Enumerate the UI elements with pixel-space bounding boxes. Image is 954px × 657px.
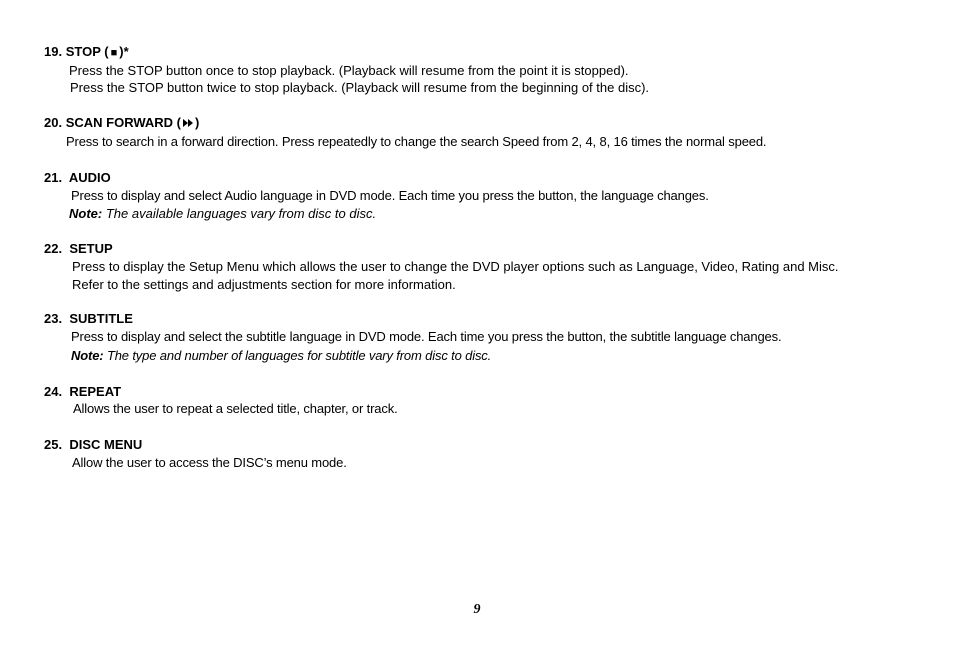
- section-21-note: [69, 206, 376, 221]
- section-21-line-1: Press to display and select Audio language in DVD mode. Each time you press the button, the language changes.: [71, 188, 709, 203]
- section-21-note-label: Note:: [69, 206, 103, 221]
- section-20-title-suffix: ): [195, 115, 200, 130]
- section-23-heading: [44, 311, 133, 326]
- section-21-note-text: The available languages vary from disc to disc.: [105, 206, 377, 221]
- section-22-title: SETUP: [69, 241, 113, 256]
- section-19-line-1: Press the STOP button once to stop playback. (Playback will resume from the point it is stopped).: [69, 63, 629, 78]
- section-24-title: REPEAT: [69, 384, 122, 399]
- section-23-number: 23.: [44, 311, 63, 326]
- section-23-title: SUBTITLE: [69, 311, 133, 326]
- section-21-title: AUDIO: [68, 170, 111, 185]
- section-24-heading: [44, 384, 121, 399]
- section-24-number: 24.: [44, 384, 63, 399]
- section-22-line-1: Press to display the Setup Menu which allows the user to change the DVD player options such as Language, Video, Rating and Misc.: [72, 259, 839, 274]
- section-23-note: [71, 348, 491, 363]
- section-22-heading: [44, 241, 113, 256]
- section-25-heading: [44, 437, 142, 452]
- fast-forward-icon: [182, 118, 194, 128]
- section-22-line-2: Refer to the settings and adjustments section for more information.: [72, 277, 456, 292]
- section-20-title: SCAN FORWARD (: [65, 115, 182, 130]
- section-21-heading: [44, 170, 111, 185]
- section-24-line-1: Allows the user to repeat a selected title, chapter, or track.: [73, 401, 398, 416]
- section-25-line-1: Allow the user to access the DISC’s menu mode.: [72, 455, 347, 470]
- section-19-heading: [44, 44, 129, 59]
- stop-square-icon: ■: [110, 47, 118, 59]
- page-number: 9: [473, 602, 481, 617]
- section-23-line-1: Press to display and select the subtitle language in DVD mode. Each time you press the button, the subtitle language changes.: [71, 329, 782, 344]
- section-23-note-label: Note:: [71, 348, 104, 363]
- section-22-number: 22.: [44, 241, 63, 256]
- section-20-line-1: Press to search in a forward direction. Press repeatedly to change the search Speed from 2, 4, 8, 16 times the normal speed.: [66, 134, 767, 149]
- section-20-heading: [44, 115, 199, 130]
- section-19-title: STOP (: [65, 44, 109, 59]
- section-25-number: 25.: [44, 437, 63, 452]
- section-20-number: 20.: [44, 115, 63, 130]
- section-19-title-suffix: )*: [119, 44, 129, 59]
- section-25-title: DISC MENU: [69, 437, 143, 452]
- section-19-number: 19.: [44, 44, 63, 59]
- section-23-note-text: The type and number of languages for subtitle vary from disc to disc.: [106, 348, 492, 363]
- section-19-line-2: Press the STOP button twice to stop playback. (Playback will resume from the beginning of the disc).: [70, 80, 650, 95]
- section-21-number: 21.: [44, 170, 63, 185]
